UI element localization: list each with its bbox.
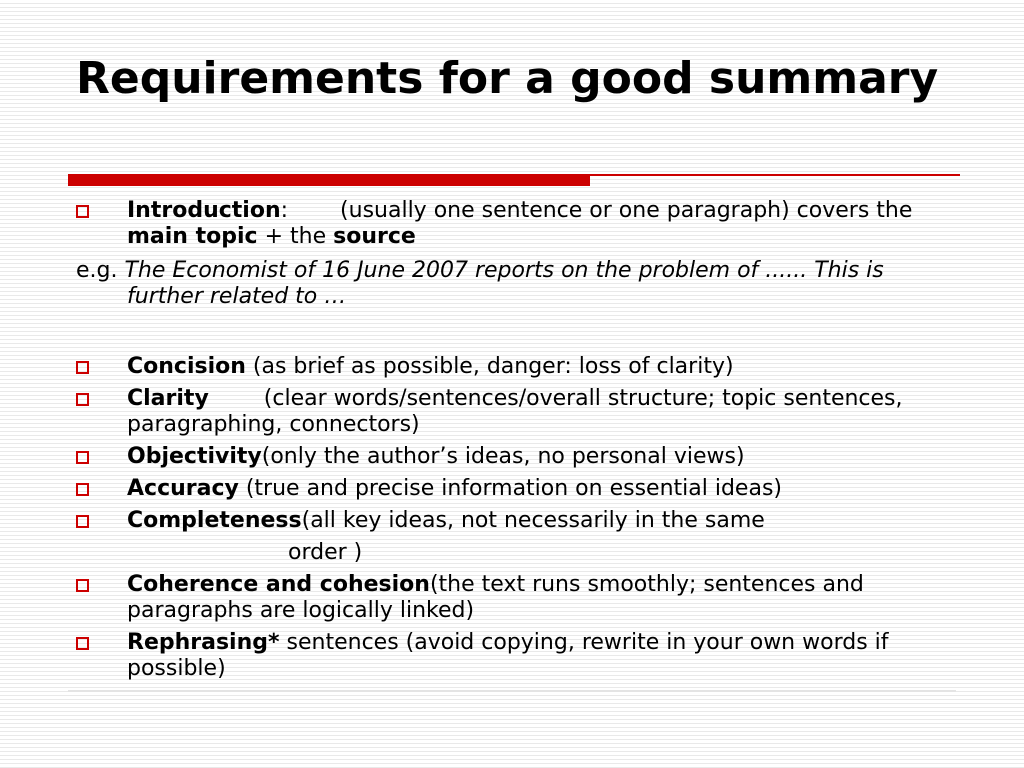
term-accuracy: Accuracy (127, 476, 239, 501)
intro-colon: : (280, 198, 289, 223)
square-bullet-icon (76, 393, 89, 406)
list-item-coherence (76, 572, 956, 624)
term-completeness: Completeness (127, 508, 302, 533)
list-item-accuracy (76, 476, 956, 502)
list-item-objectivity (76, 444, 956, 470)
footer-divider (68, 690, 956, 692)
desc-accuracy: (true and precise information on essential ideas) (238, 476, 782, 501)
intro-main-topic: main topic (127, 224, 258, 249)
square-bullet-icon (76, 451, 89, 464)
list-item-introduction (76, 198, 956, 250)
desc-rephrasing: sentences (avoid copying, rewrite in your own words if possible) (127, 630, 889, 681)
term-coherence: Coherence and cohesion (127, 572, 430, 597)
desc-concision: (as brief as possible, danger: loss of clarity) (245, 354, 734, 379)
list-item-concision (76, 354, 956, 380)
term-introduction: Introduction (127, 198, 281, 223)
square-bullet-icon (76, 515, 89, 528)
intro-plus: + the (257, 224, 334, 249)
square-bullet-icon (76, 483, 89, 496)
intro-text: (usually one sentence or one paragraph) covers the (340, 198, 913, 223)
example-text: The Economist of 16 June 2007 reports on the problem of ...... This is further related to … (124, 258, 884, 309)
slide-body (76, 198, 956, 682)
example-prefix: e.g. (76, 258, 125, 283)
desc-objectivity: (only the author’s ideas, no personal views) (261, 444, 745, 469)
term-clarity: Clarity (127, 386, 209, 411)
square-bullet-icon (76, 361, 89, 374)
list-item-clarity (76, 386, 956, 438)
list-item-rephrasing (76, 630, 956, 682)
example-paragraph (76, 258, 956, 310)
intro-source: source (333, 224, 416, 249)
title-underline-thick (68, 174, 590, 186)
title-underline-thin (590, 174, 960, 176)
square-bullet-icon (76, 205, 89, 218)
term-concision: Concision (127, 354, 246, 379)
slide-title: Requirements for a good summary (76, 53, 939, 104)
desc-completeness: (all key ideas, not necessarily in the same (301, 508, 765, 533)
square-bullet-icon (76, 637, 89, 650)
term-objectivity: Objectivity (127, 444, 262, 469)
desc-completeness-continued: order ) (288, 540, 363, 565)
list-item-completeness (76, 508, 956, 566)
desc-coherence: (the text runs smoothly; sentences and paragraphs are logically linked) (127, 572, 864, 623)
square-bullet-icon (76, 579, 89, 592)
term-rephrasing: Rephrasing* (127, 630, 280, 655)
desc-clarity: (clear words/sentences/overall structure; topic sentences, paragraphing, connectors) (127, 386, 903, 437)
